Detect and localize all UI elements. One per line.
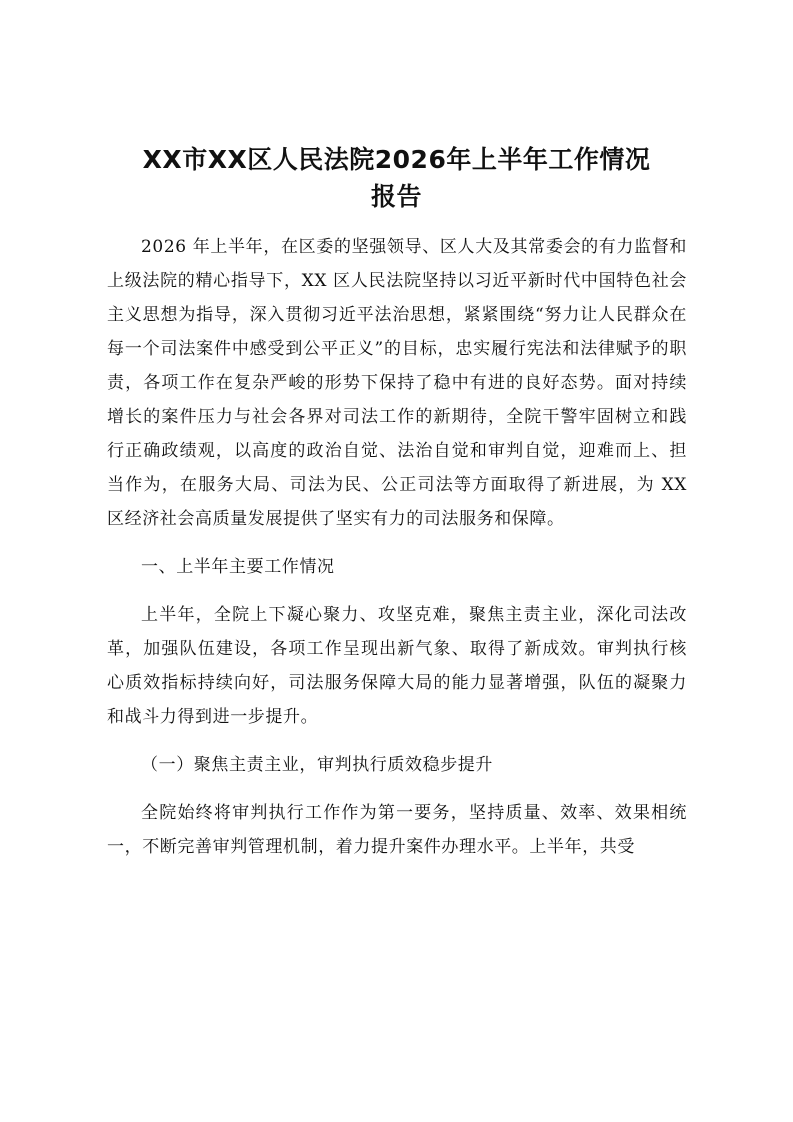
section-1-paragraph: 上半年，全院上下凝心聚力、攻坚克难，聚焦主责主业，深化司法改革，加强队伍建设，各项工作呈现出新气象、取得了新成效。审判执行核心质效指标持续向好，司法服务保障大局的能力显著增强，队伍的凝聚力和战斗力得到进一步提升。: [107, 605, 687, 727]
subsection-1-paragraph: 全院始终将审判执行工作作为第一要务，坚持质量、效率、效果相统一，不断完善审判管理机制，着力提升案件办理水平。上半年，共受: [107, 803, 687, 857]
title-line-1: XX市XX区人民法院2026年上半年工作情况: [142, 145, 651, 174]
title-line-2: 报告: [370, 182, 422, 211]
intro-paragraph: 2026 年上半年，在区委的坚强领导、区人大及其常委会的有力监督和上级法院的精心指导下，XX 区人民法院坚持以习近平新时代中国特色社会主义思想为指导，深入贯彻习近平法治思想，紧紧围绕“努力让人民群众在每一个司法案件中感受到公平正义”的目标，忠实履行宪法和法律赋予的职责，各项工作在复杂严峻的形势下保持了稳中有进的良好态势。面对持续增长的案件压力与社会各界对司法工作的新期待，全院干警牢固树立和践行正确政绩观，以高度的政治自觉、法治自觉和审判自觉，迎难而上、担当作为，在服务大局、司法为民、公正司法等方面取得了新进展，为 XX 区经济社会高质量发展提供了坚实有力的司法服务和保障。: [107, 237, 687, 529]
subsection-1-heading: （一）聚焦主责主业，审判执行质效稳步提升: [141, 755, 493, 775]
section-1-heading: 一、上半年主要工作情况: [141, 557, 335, 577]
document-title: [100, 141, 693, 215]
document-body: [107, 230, 687, 864]
